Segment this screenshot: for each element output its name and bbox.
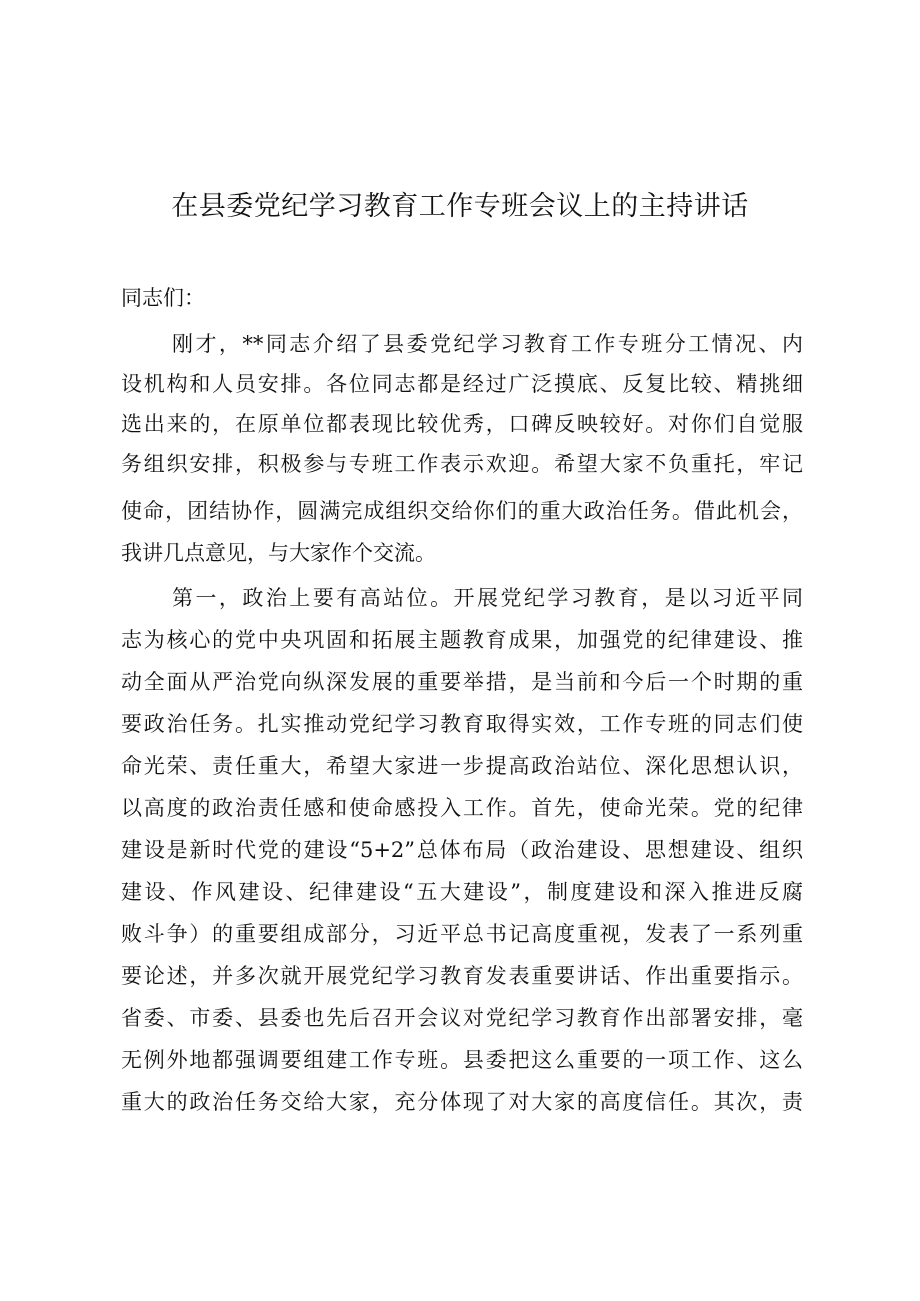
document-title: 在县委党纪学习教育工作专班会议上的主持讲话 — [171, 191, 749, 222]
text-line: 志为核心的党中央巩固和拓展主题教育成果，加强党的纪律建设、推 — [121, 628, 803, 652]
text-line: 设机构和人员安排。各位同志都是经过广泛摸底、反复比较、精挑细 — [121, 372, 803, 396]
text-line: 选出来的，在原单位都表现比较优秀，口碑反映较好。对你们自觉服 — [121, 412, 803, 436]
salutation: 同志们： — [121, 286, 205, 310]
text-line: 建设是新时代党的建设“5+2”总体布局（政治建设、思想建设、组织 — [121, 838, 803, 862]
text-line: 务组织安排，积极参与专班工作表示欢迎。希望大家不负重托，牢记 — [121, 452, 803, 476]
text-line: 省委、市委、县委也先后召开会议对党纪学习教育作出部署安排，毫 — [121, 1006, 803, 1030]
text-line: 要政治任务。扎实推动党纪学习教育取得实效，工作专班的同志们使 — [121, 712, 803, 736]
text-line: 重大的政治任务交给大家，充分体现了对大家的高度信任。其次，责 — [121, 1090, 803, 1114]
text-line: 使命，团结协作，圆满完成组织交给你们的重大政治任务。借此机会， — [121, 499, 803, 523]
text-line: 第一，政治上要有高站位。开展党纪学习教育，是以习近平同 — [172, 586, 803, 610]
text-line: 建设、作风建设、纪律建设“五大建设”，制度建设和深入推进反腐 — [121, 880, 803, 904]
text-line: 要论述，并多次就开展党纪学习教育发表重要讲话、作出重要指示。 — [121, 964, 803, 988]
text-line: 无例外地都强调要组建工作专班。县委把这么重要的一项工作、这么 — [121, 1048, 803, 1072]
text-line: 动全面从严治党向纵深发展的重要举措，是当前和今后一个时期的重 — [121, 670, 803, 694]
text-line: 以高度的政治责任感和使命感投入工作。首先，使命光荣。党的纪律 — [121, 796, 803, 820]
text-line: 我讲几点意见，与大家作个交流。 — [121, 541, 436, 565]
text-line: 败斗争）的重要组成部分，习近平总书记高度重视，发表了一系列重 — [121, 922, 803, 946]
text-line: 刚才，**同志介绍了县委党纪学习教育工作专班分工情况、内 — [172, 332, 803, 356]
text-line: 命光荣、责任重大，希望大家进一步提高政治站位、深化思想认识， — [121, 754, 803, 778]
